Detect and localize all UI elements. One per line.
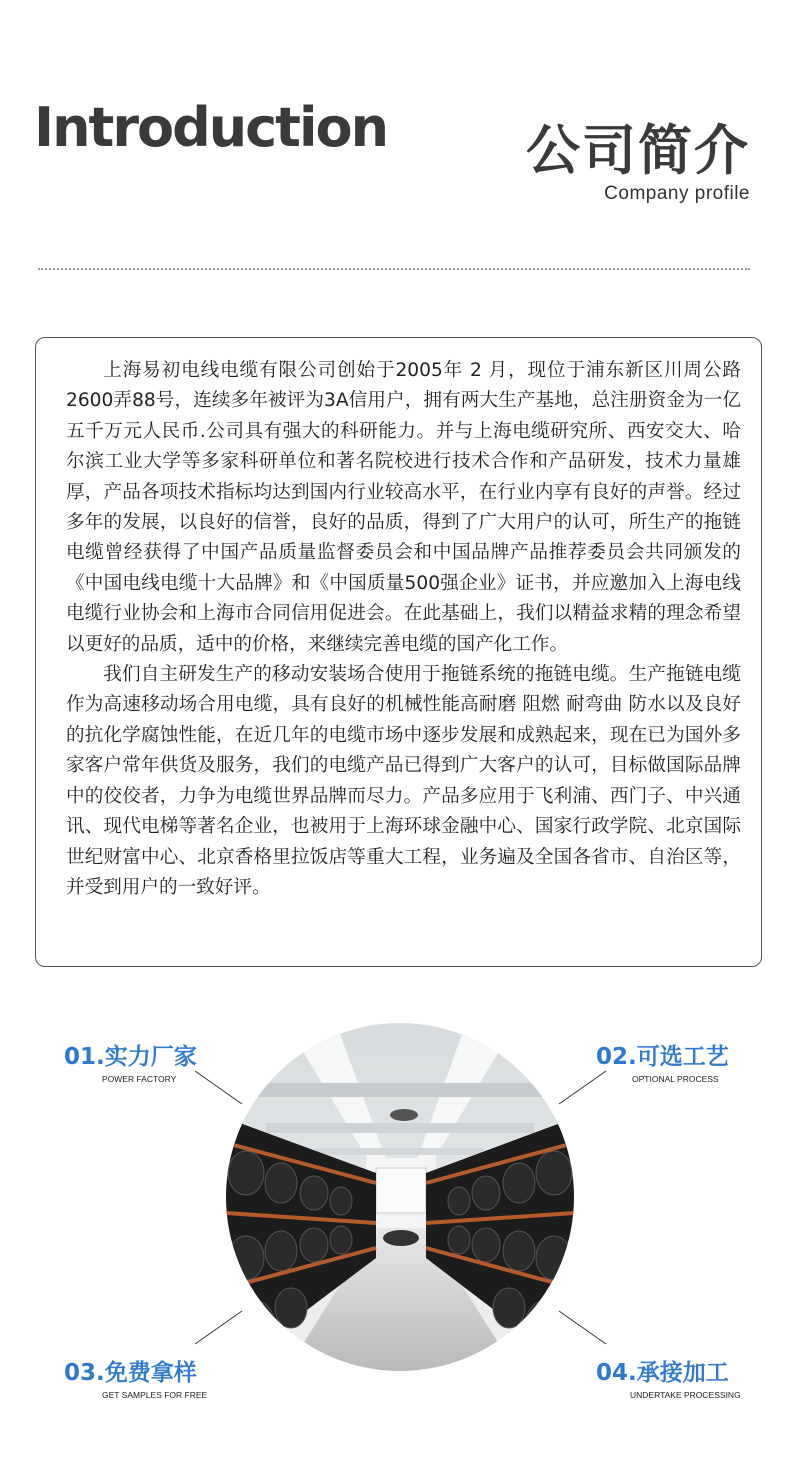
title-chinese: 公司简介	[526, 119, 750, 182]
feature-subtitle: POWER FACTORY	[102, 1074, 177, 1084]
feature-subtitle: OPTIONAL PROCESS	[632, 1074, 719, 1084]
title-english: Introduction	[34, 96, 388, 159]
feature-free-samples	[64, 1354, 207, 1400]
feature-title: 01.实力厂家	[64, 1044, 197, 1070]
feature-subtitle: GET SAMPLES FOR FREE	[102, 1390, 208, 1400]
intro-paragraph-1: 上海易初电线电缆有限公司创始于2005年 2 月，现位于浦东新区川周公路2600弄88号，连续多年被评为3A信用户，拥有两大生产基地，总注册资金为一亿五千万元人民币.公司具有强大的科研能力。并与上海电缆研究所、西安交大、哈尔滨工业大学等多家科研单位和著名院校进行技术合作和产品研发，技术力量雄厚，产品各项技术指标均达到国内行业较高水平，在行业内享有良好的声誉。经过多年的发展，以良好的信誉，良好的品质，得到了广大用户的认可，所生产的拖链电缆曾经获得了中国产品质量监督委员会和中国品牌产品推荐委员会共同颁发的《中国电线电缆十大品牌》和《中国质量500强企业》证书，并应邀加入上海电线电缆行业协会和上海市合同信用促进会。在此基础上，我们以精益求精的理念希望以更好的品质，适中的价格，来继续完善电缆的国产化工作。	[66, 360, 741, 655]
warehouse-photo	[226, 1023, 574, 1371]
feature-power-factory	[64, 1038, 197, 1084]
feature-title: 04.承接加工	[596, 1360, 729, 1386]
feature-subtitle: UNDERTAKE PROCESSING	[630, 1390, 741, 1400]
feature-undertake-processing	[596, 1354, 741, 1400]
feature-optional-process	[596, 1038, 729, 1084]
feature-title: 02.可选工艺	[596, 1044, 729, 1070]
feature-title: 03.免费拿样	[64, 1360, 197, 1386]
subtitle-company-profile: Company profile	[604, 183, 750, 204]
intro-paragraph-2: 我们自主研发生产的移动安装场合使用于拖链系统的拖链电缆。生产拖链电缆作为高速移动场合用电缆，具有良好的机械性能高耐磨 阻燃 耐弯曲 防水以及良好的抗化学腐蚀性能，在近几年的电缆市场中逐步发展和成熟起来，现在已为国外多家客户常年供货及服务，我们的电缆产品已得到广大客户的认可，目标做国际品牌中的佼佼者，力争为电缆世界品牌而尽力。产品多应用于飞利浦、西门子、中兴通讯、现代电梯等著名企业，也被用于上海环球金融中心、国家行政学院、北京国际世纪财富中心、北京香格里拉饭店等重大工程，业务遍及全国各省市、自治区等，并受到用户的一致好评。	[66, 664, 741, 898]
